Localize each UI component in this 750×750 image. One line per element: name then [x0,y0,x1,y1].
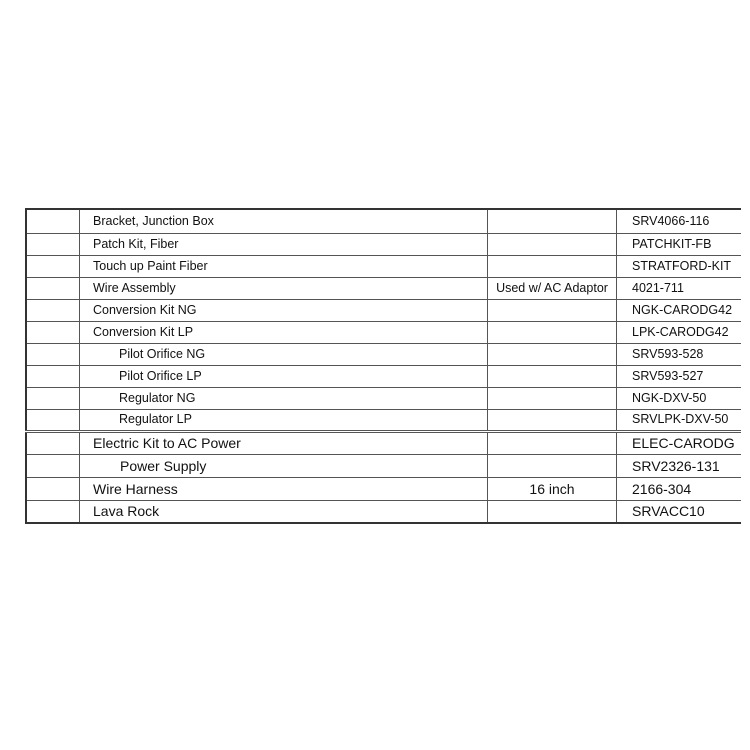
table-row [26,409,741,431]
description-cell: Power Supply [80,454,488,477]
note-cell [488,255,617,277]
table-row [26,431,741,454]
item-number-cell [26,500,80,523]
description-cell: Electric Kit to AC Power [80,431,488,454]
table-row [26,255,741,277]
table-row [26,454,741,477]
part-number-cell: 2166-304 [617,477,742,500]
description-cell: Patch Kit, Fiber [80,233,488,255]
item-number-cell [26,387,80,409]
item-number-cell [26,431,80,454]
note-cell [488,365,617,387]
part-number-cell: SRVACC10 [617,500,742,523]
part-number-cell: STRATFORD-KIT [617,255,742,277]
item-number-cell [26,409,80,431]
note-cell [488,343,617,365]
note-cell [488,321,617,343]
table-row [26,233,741,255]
description-cell: Pilot Orifice NG [80,343,488,365]
item-number-cell [26,255,80,277]
table-row [26,365,741,387]
description-cell: Bracket, Junction Box [80,209,488,233]
note-cell [488,299,617,321]
item-number-cell [26,365,80,387]
table-row [26,387,741,409]
item-number-cell [26,209,80,233]
item-number-cell [26,477,80,500]
table-row [26,321,741,343]
table-row [26,477,741,500]
part-number-cell: LPK-CARODG42 [617,321,742,343]
item-number-cell [26,343,80,365]
table-row [26,209,741,233]
part-number-cell: SRV593-528 [617,343,742,365]
note-cell [488,409,617,431]
item-number-cell [26,321,80,343]
note-cell [488,233,617,255]
part-number-cell: SRV2326-131 [617,454,742,477]
note-cell: 16 inch [488,477,617,500]
item-number-cell [26,299,80,321]
part-number-cell: SRVLPK-DXV-50 [617,409,742,431]
item-number-cell [26,233,80,255]
description-cell: Regulator NG [80,387,488,409]
description-cell: Touch up Paint Fiber [80,255,488,277]
description-cell: Lava Rock [80,500,488,523]
table-row [26,277,741,299]
note-cell [488,209,617,233]
part-number-cell: NGK-DXV-50 [617,387,742,409]
part-number-cell: SRV4066-116 [617,209,742,233]
description-cell: Wire Harness [80,477,488,500]
note-cell [488,387,617,409]
part-number-cell: NGK-CARODG42 [617,299,742,321]
description-cell: Pilot Orifice LP [80,365,488,387]
description-cell: Wire Assembly [80,277,488,299]
part-number-cell: PATCHKIT-FB [617,233,742,255]
part-number-cell: ELEC-CARODG [617,431,742,454]
part-number-cell: SRV593-527 [617,365,742,387]
table-row [26,343,741,365]
note-cell [488,454,617,477]
note-cell [488,500,617,523]
description-cell: Conversion Kit LP [80,321,488,343]
part-number-cell: 4021-711 [617,277,742,299]
note-cell [488,431,617,454]
item-number-cell [26,454,80,477]
parts-table [25,208,741,524]
table-row [26,299,741,321]
description-cell: Regulator LP [80,409,488,431]
description-cell: Conversion Kit NG [80,299,488,321]
table-row [26,500,741,523]
note-cell: Used w/ AC Adaptor [488,277,617,299]
item-number-cell [26,277,80,299]
